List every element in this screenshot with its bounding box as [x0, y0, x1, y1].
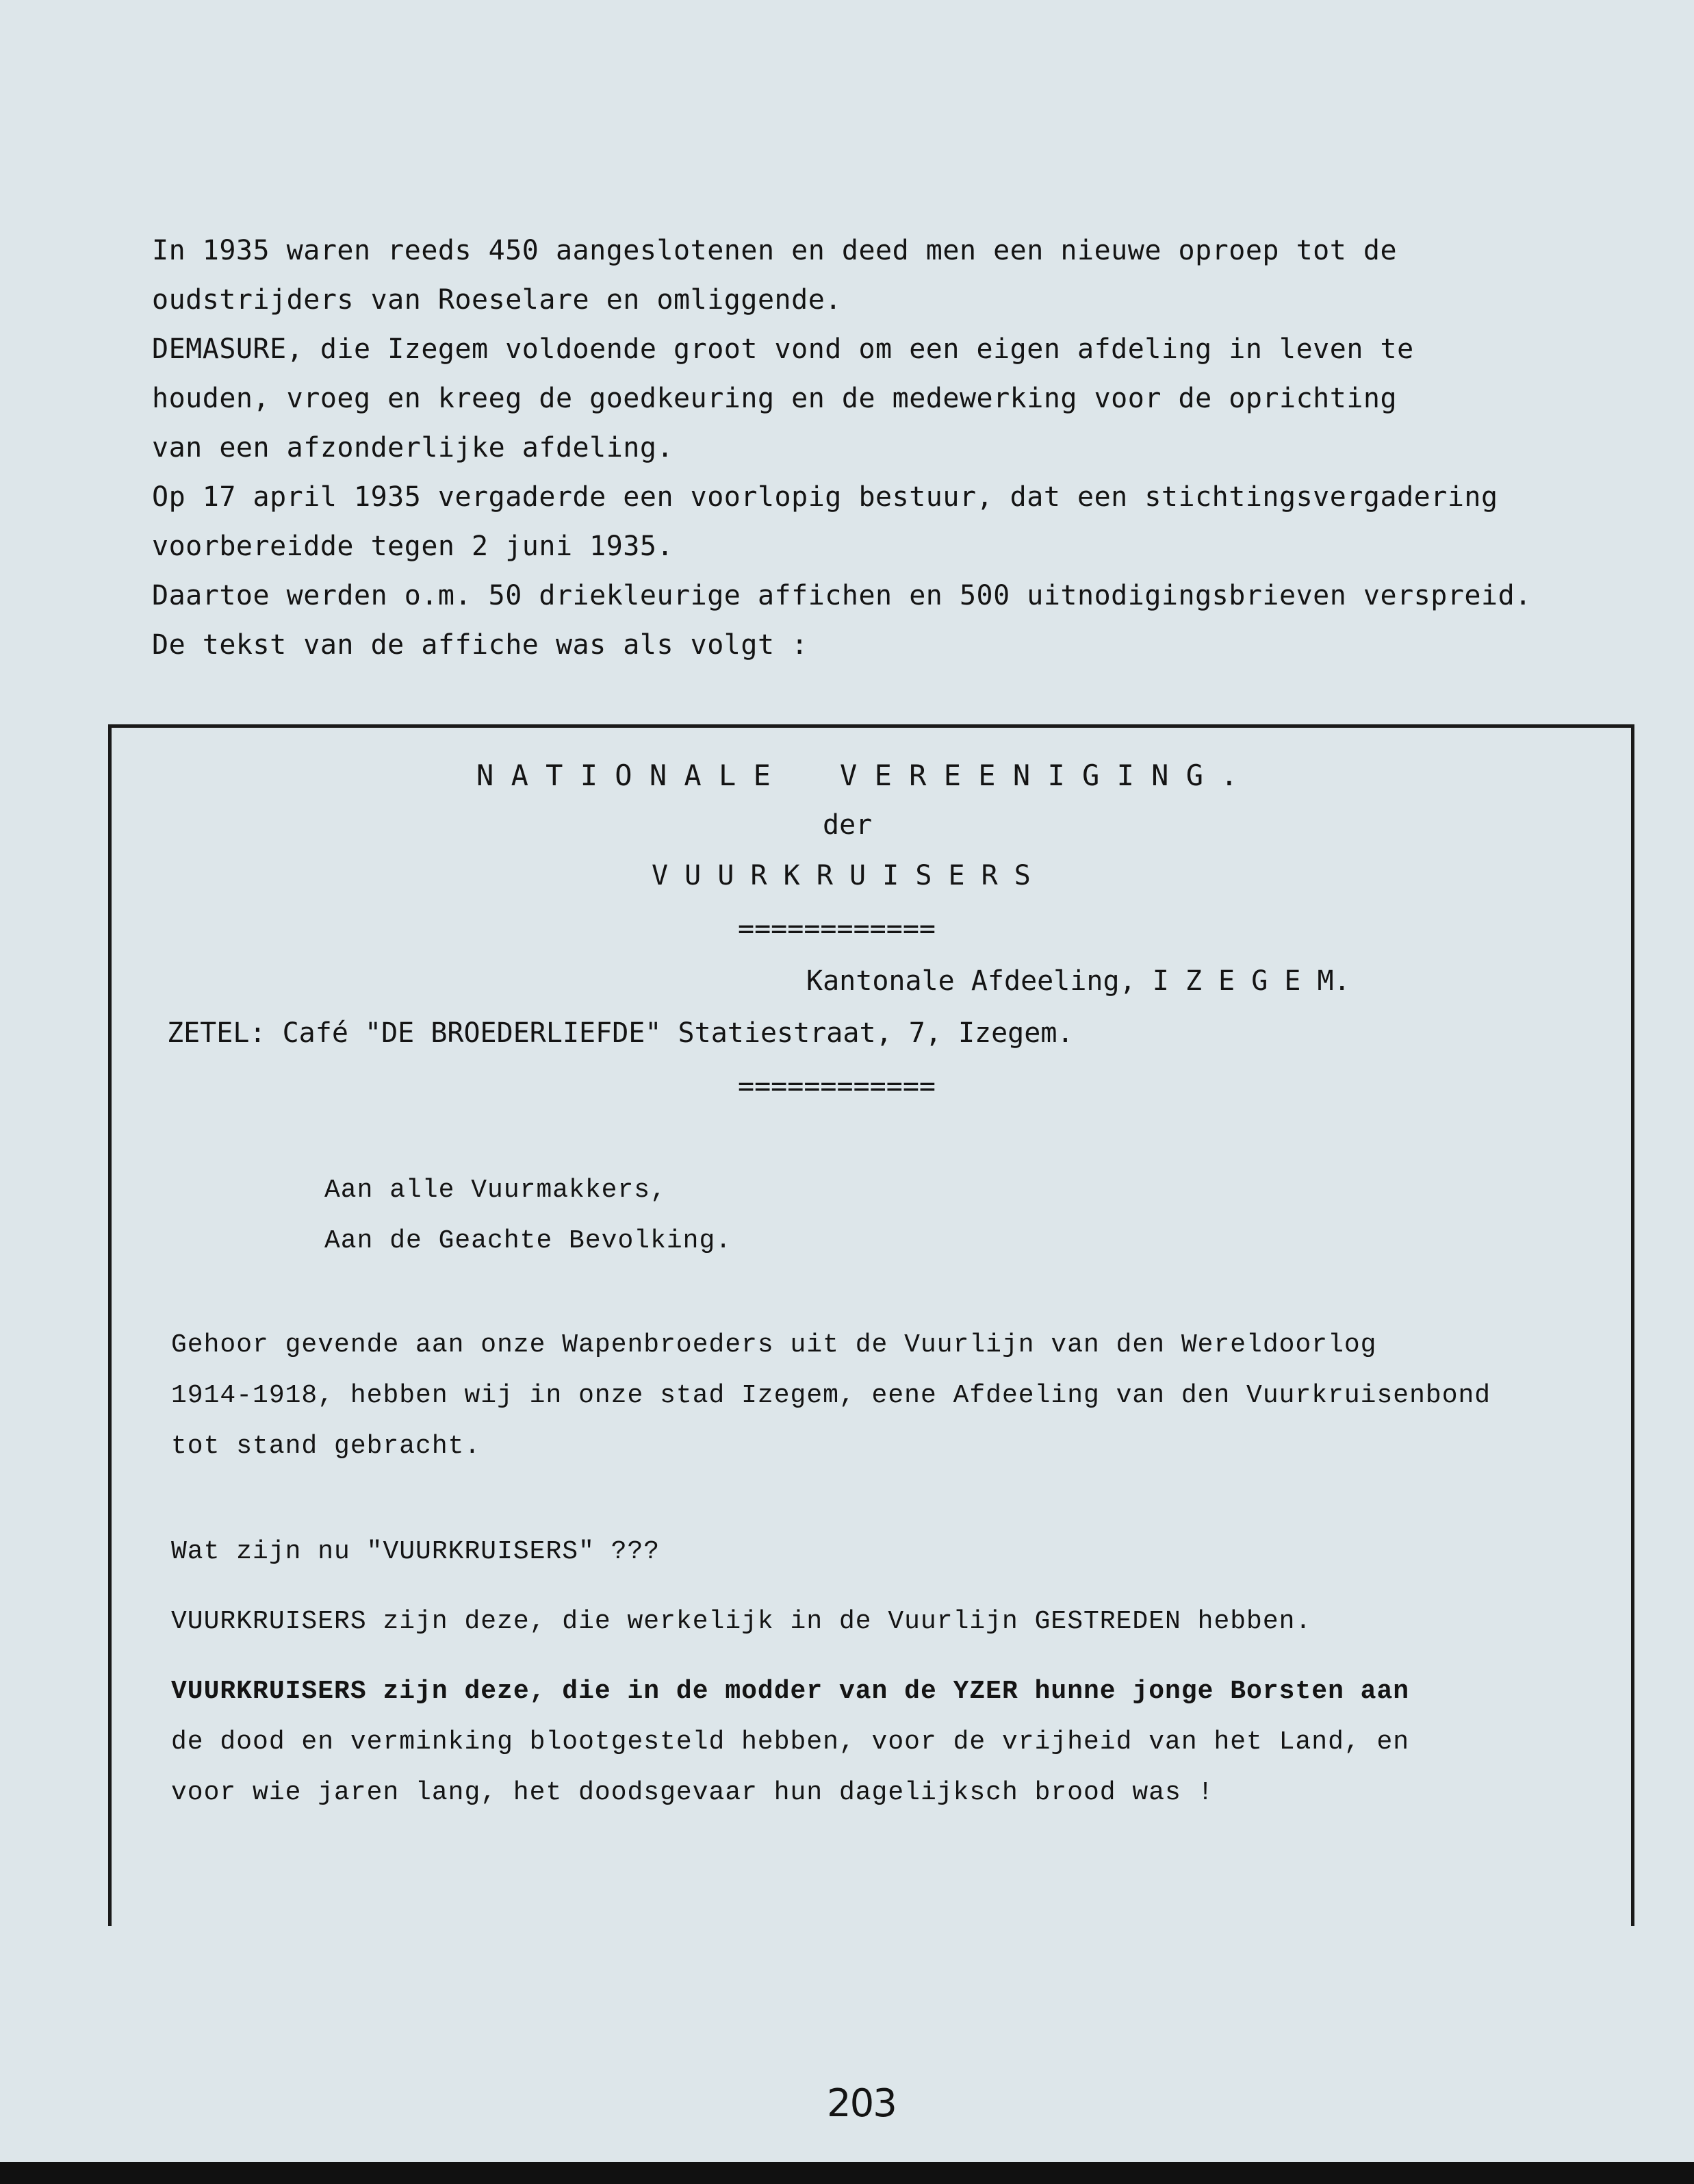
- scan-edge: [0, 2162, 1694, 2184]
- poster-box: [108, 724, 1634, 1926]
- intro-line: Daartoe werden o.m. 50 driekleurige affichen en 500 uitnodigingsbrieven verspreid.: [152, 580, 1532, 611]
- poster-zetel: ZETEL: Café "DE BROEDERLIEFDE" Statiestraat, 7, Izegem.: [167, 1017, 1074, 1049]
- intro-text: [152, 226, 1589, 670]
- poster-greeting: Aan de Geachte Bevolking.: [324, 1226, 732, 1256]
- poster-section: Kantonale Afdeeling, I Z E G E M.: [806, 965, 1350, 997]
- poster-title: N A T I O N A L E V E R E E N I G I N G .: [476, 759, 1238, 792]
- poster-subtitle: V U U R K R U I S E R S: [652, 860, 1031, 891]
- poster-answer-line: de dood en verminking blootgesteld hebben, voor de vrijheid van het Land, en: [171, 1727, 1410, 1757]
- page-number: 203: [827, 2081, 896, 2126]
- intro-line: van een afzonderlijke afdeling.: [152, 432, 674, 464]
- poster-paragraph-line: 1914-1918, hebben wij in onze stad Izegem, eene Afdeeling van den Vuurkruisenbond: [171, 1381, 1491, 1410]
- intro-line: houden, vroeg en kreeg de goedkeuring en de medewerking voor de oprichting: [152, 383, 1398, 414]
- poster-answer-line: VUURKRUISERS zijn deze, die in de modder van de YZER hunne jonge Borsten aan: [171, 1677, 1410, 1706]
- intro-line: Op 17 april 1935 vergaderde een voorlopig bestuur, dat een stichtingsvergadering: [152, 481, 1498, 513]
- intro-line: De tekst van de affiche was als volgt :: [152, 629, 808, 661]
- poster-question: Wat zijn nu "VUURKRUISERS" ???: [171, 1537, 660, 1566]
- intro-line: DEMASURE, die Izegem voldoende groot vond om een eigen afdeling in leven te: [152, 333, 1414, 365]
- poster-left-border: [108, 728, 112, 1926]
- poster-greeting: Aan alle Vuurmakkers,: [324, 1176, 667, 1205]
- poster-answer-line: voor wie jaren lang, het doodsgevaar hun dagelijksch brood was !: [171, 1778, 1214, 1807]
- poster-der: der: [823, 809, 873, 841]
- poster-right-border: [1631, 728, 1634, 1926]
- intro-line: In 1935 waren reeds 450 aangeslotenen en deed men een nieuwe oproep tot de: [152, 235, 1398, 266]
- poster-paragraph-line: tot stand gebracht.: [171, 1432, 481, 1461]
- poster-answer: VUURKRUISERS zijn deze, die werkelijk in de Vuurlijn GESTREDEN hebben.: [171, 1607, 1312, 1636]
- poster-paragraph-line: Gehoor gevende aan onze Wapenbroeders uit de Vuurlijn van den Wereldoorlog: [171, 1330, 1377, 1360]
- intro-line: voorbereidde tegen 2 juni 1935.: [152, 531, 674, 562]
- poster-separator: ============: [738, 1071, 936, 1102]
- poster-separator: ============: [738, 913, 936, 945]
- intro-line: oudstrijders van Roeselare en omliggende.: [152, 284, 842, 316]
